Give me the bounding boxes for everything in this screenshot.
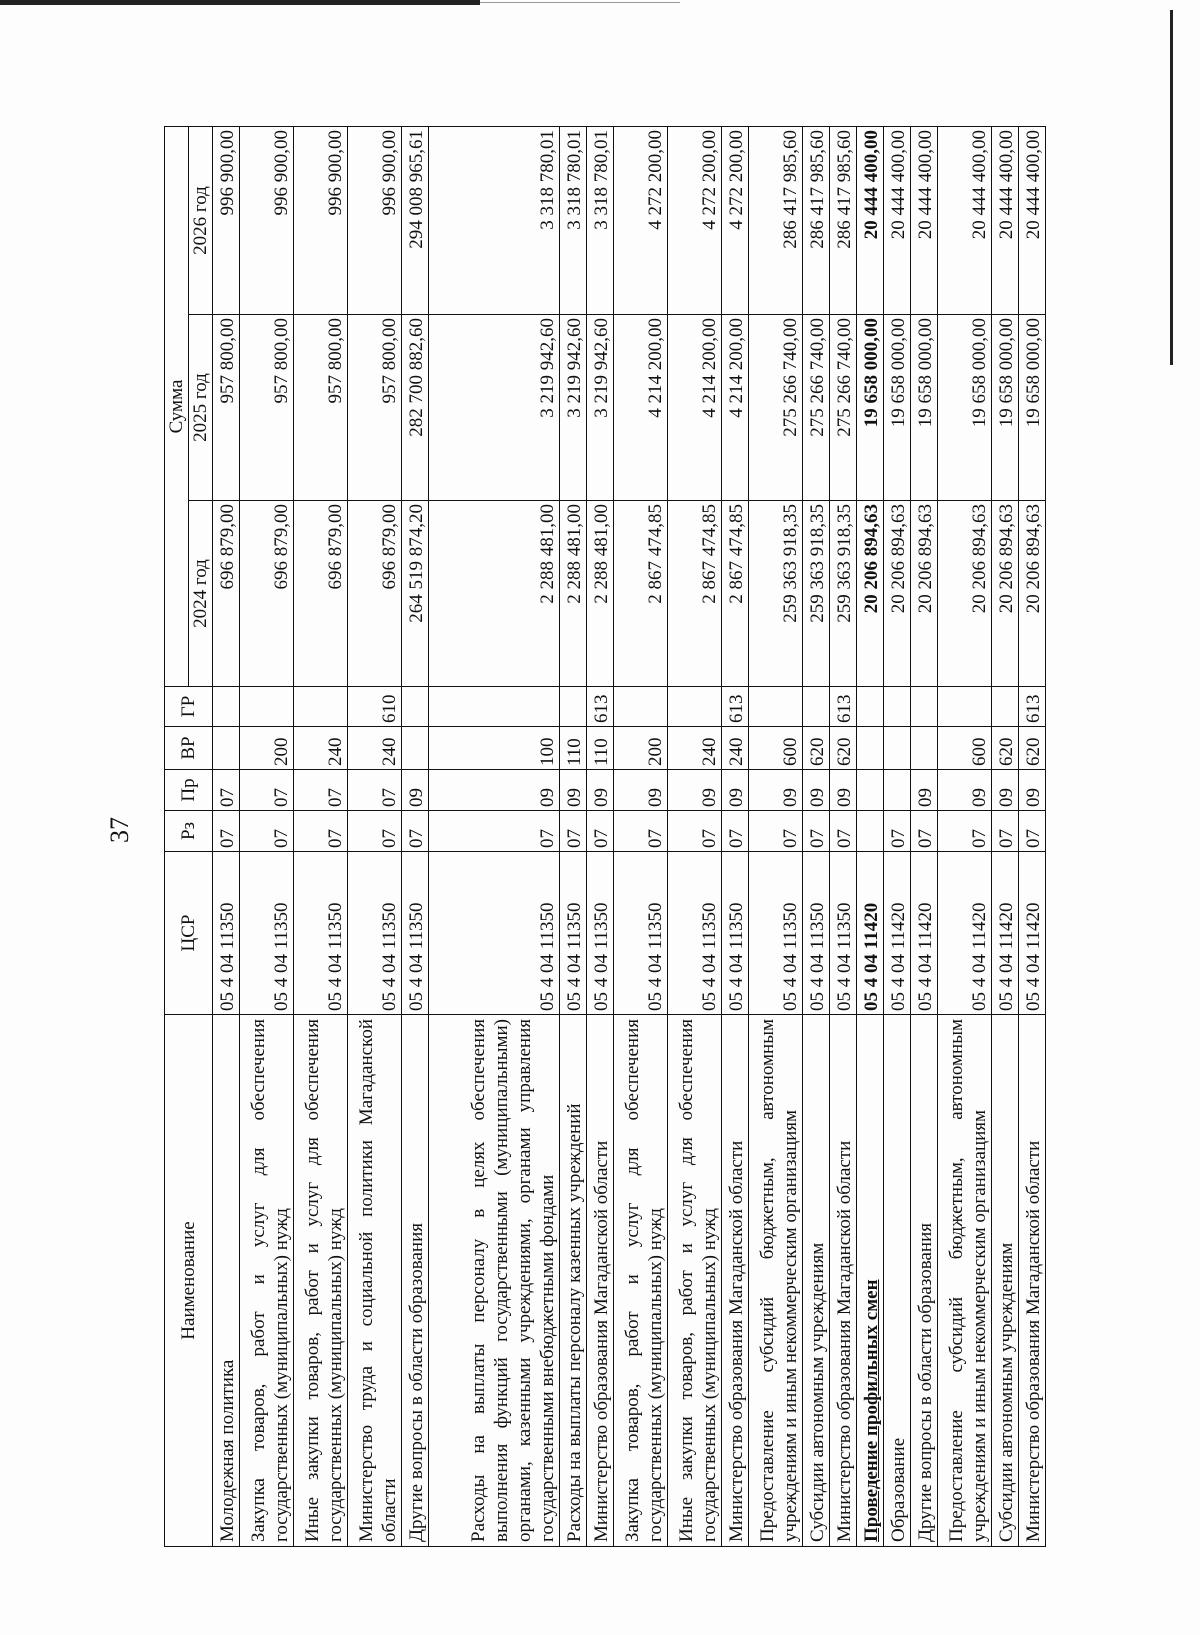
row-2026: 294 008 965,61 — [402, 127, 429, 315]
row-rz — [856, 811, 883, 852]
row-vr — [213, 727, 240, 770]
table-row — [856, 127, 883, 1547]
row-2026: 286 417 985,60 — [748, 127, 802, 315]
row-2024: 20 206 894,63 — [856, 501, 883, 687]
row-vr — [402, 727, 429, 770]
header-name: Наименование — [165, 1015, 213, 1547]
row-name: Закупка товаров, работ и услуг для обеспечения государственных (муниципальных) нужд — [613, 1015, 667, 1547]
row-name: Иные закупки товаров, работ и услуг для обеспечения государственных (муниципальных) нужд — [294, 1015, 348, 1547]
row-2024: 2 867 474,85 — [721, 501, 748, 687]
header-vr: ВР — [165, 727, 213, 770]
row-csr: 05 4 04 11350 — [429, 852, 560, 1015]
row-gr — [748, 687, 802, 727]
table-row — [240, 127, 294, 1547]
row-pr: 09 — [559, 770, 586, 811]
row-rz: 07 — [910, 811, 937, 852]
budget-table — [164, 126, 1046, 1547]
row-csr: 05 4 04 11420 — [1018, 852, 1045, 1015]
row-2026: 20 444 400,00 — [991, 127, 1018, 315]
row-2024: 696 879,00 — [348, 501, 402, 687]
row-csr: 05 4 04 11420 — [991, 852, 1018, 1015]
row-name: Образование — [883, 1015, 910, 1547]
row-2024: 20 206 894,63 — [883, 501, 910, 687]
row-pr: 07 — [348, 770, 402, 811]
row-vr: 600 — [748, 727, 802, 770]
row-csr: 05 4 04 11350 — [348, 852, 402, 1015]
table-row — [213, 127, 240, 1547]
row-name: Расходы на выплаты персоналу казенных учреждений — [559, 1015, 586, 1547]
header-gr: ГР — [165, 687, 213, 727]
row-name: Проведение профильных смен — [856, 1015, 883, 1547]
row-vr: 240 — [721, 727, 748, 770]
row-gr — [213, 687, 240, 727]
row-name: Другие вопросы в области образования — [402, 1015, 429, 1547]
row-vr: 240 — [667, 727, 721, 770]
row-2025: 4 214 200,00 — [667, 315, 721, 501]
row-vr: 100 — [429, 727, 560, 770]
table-body — [213, 127, 1046, 1547]
row-name: Субсидии автономным учреждениям — [991, 1015, 1018, 1547]
row-2024: 2 288 481,00 — [429, 501, 560, 687]
table-row — [991, 127, 1018, 1547]
row-gr: 613 — [586, 687, 613, 727]
row-pr: 09 — [802, 770, 829, 811]
row-csr: 05 4 04 11350 — [559, 852, 586, 1015]
row-name: Министерство образования Магаданской области — [721, 1015, 748, 1547]
row-csr: 05 4 04 11350 — [748, 852, 802, 1015]
row-gr — [991, 687, 1018, 727]
row-2024: 696 879,00 — [213, 501, 240, 687]
row-2026: 996 900,00 — [240, 127, 294, 315]
row-2026: 286 417 985,60 — [802, 127, 829, 315]
row-vr: 110 — [586, 727, 613, 770]
row-2026: 4 272 200,00 — [721, 127, 748, 315]
row-csr: 05 4 04 11350 — [721, 852, 748, 1015]
row-rz: 07 — [991, 811, 1018, 852]
row-2025: 957 800,00 — [240, 315, 294, 501]
row-csr: 05 4 04 11420 — [937, 852, 991, 1015]
row-pr: 09 — [937, 770, 991, 811]
table-header — [165, 127, 213, 1547]
row-vr: 620 — [1018, 727, 1045, 770]
row-name: Министерство образования Магаданской области — [586, 1015, 613, 1547]
row-pr: 07 — [294, 770, 348, 811]
table-row — [348, 127, 402, 1547]
row-vr: 110 — [559, 727, 586, 770]
row-2025: 957 800,00 — [348, 315, 402, 501]
row-gr — [667, 687, 721, 727]
row-2024: 20 206 894,63 — [991, 501, 1018, 687]
row-pr — [856, 770, 883, 811]
row-2025: 19 658 000,00 — [937, 315, 991, 501]
table-row — [586, 127, 613, 1547]
row-2026: 996 900,00 — [213, 127, 240, 315]
row-pr: 07 — [240, 770, 294, 811]
row-2025: 957 800,00 — [294, 315, 348, 501]
row-name: Министерство образования Магаданской области — [1018, 1015, 1045, 1547]
row-name: Другие вопросы в области образования — [910, 1015, 937, 1547]
header-sum: Сумма — [165, 127, 189, 687]
row-2025: 19 658 000,00 — [910, 315, 937, 501]
row-2026: 20 444 400,00 — [937, 127, 991, 315]
header-rz: Рз — [165, 811, 213, 852]
row-gr: 610 — [348, 687, 402, 727]
row-rz: 07 — [613, 811, 667, 852]
row-vr: 200 — [240, 727, 294, 770]
row-2024: 2 288 481,00 — [559, 501, 586, 687]
row-2026: 3 318 780,01 — [559, 127, 586, 315]
row-name: Министерство труда и социальной политики Магаданской области — [348, 1015, 402, 1547]
row-rz: 07 — [294, 811, 348, 852]
row-rz: 07 — [586, 811, 613, 852]
row-pr: 09 — [991, 770, 1018, 811]
row-csr: 05 4 04 11420 — [883, 852, 910, 1015]
row-rz: 07 — [559, 811, 586, 852]
row-rz: 07 — [402, 811, 429, 852]
row-gr — [856, 687, 883, 727]
row-2025: 282 700 882,60 — [402, 315, 429, 501]
row-csr: 05 4 04 11350 — [240, 852, 294, 1015]
row-gr — [559, 687, 586, 727]
row-2024: 259 363 918,35 — [748, 501, 802, 687]
row-2026: 20 444 400,00 — [910, 127, 937, 315]
row-csr: 05 4 04 11350 — [829, 852, 856, 1015]
row-pr: 07 — [213, 770, 240, 811]
row-vr: 620 — [802, 727, 829, 770]
row-vr: 620 — [991, 727, 1018, 770]
row-2026: 4 272 200,00 — [667, 127, 721, 315]
header-pr: Пр — [165, 770, 213, 811]
row-gr — [294, 687, 348, 727]
table-row — [910, 127, 937, 1547]
scan-edge-mark-thin — [480, 2, 680, 3]
row-name: Субсидии автономным учреждениям — [802, 1015, 829, 1547]
row-2025: 3 219 942,60 — [586, 315, 613, 501]
row-2026: 3 318 780,01 — [586, 127, 613, 315]
row-2026: 20 444 400,00 — [1018, 127, 1045, 315]
row-vr: 620 — [829, 727, 856, 770]
row-name: Молодежная политика — [213, 1015, 240, 1547]
row-vr: 240 — [294, 727, 348, 770]
row-rz: 07 — [721, 811, 748, 852]
row-2025: 3 219 942,60 — [429, 315, 560, 501]
table-row — [429, 127, 560, 1547]
header-csr: ЦСР — [165, 852, 213, 1015]
row-2024: 20 206 894,63 — [937, 501, 991, 687]
rotated-table-container — [164, 127, 1046, 1547]
row-rz: 07 — [240, 811, 294, 852]
row-name: Закупка товаров, работ и услуг для обеспечения государственных (муниципальных) нужд — [240, 1015, 294, 1547]
row-csr: 05 4 04 11350 — [667, 852, 721, 1015]
row-vr: 600 — [937, 727, 991, 770]
row-pr: 09 — [402, 770, 429, 811]
row-name: Предоставление субсидий бюджетным, автономным учреждениям и иным некоммерческим организациям — [937, 1015, 991, 1547]
row-vr — [910, 727, 937, 770]
row-rz: 07 — [883, 811, 910, 852]
table-row — [748, 127, 802, 1547]
row-vr — [856, 727, 883, 770]
row-2025: 275 266 740,00 — [829, 315, 856, 501]
row-gr: 613 — [1018, 687, 1045, 727]
row-2026: 286 417 985,60 — [829, 127, 856, 315]
row-rz: 07 — [1018, 811, 1045, 852]
row-csr: 05 4 04 11350 — [802, 852, 829, 1015]
row-2024: 20 206 894,63 — [1018, 501, 1045, 687]
table-row — [667, 127, 721, 1547]
table-row — [613, 127, 667, 1547]
row-gr — [402, 687, 429, 727]
row-pr: 09 — [667, 770, 721, 811]
header-2025: 2025 год — [189, 315, 213, 501]
row-2024: 20 206 894,63 — [910, 501, 937, 687]
scan-edge-mark-right — [1170, 10, 1173, 365]
row-gr — [910, 687, 937, 727]
header-2026: 2026 год — [189, 127, 213, 315]
row-pr: 09 — [613, 770, 667, 811]
row-name: Предоставление субсидий бюджетным, автономным учреждениям и иным некоммерческим организациям — [748, 1015, 802, 1547]
row-2024: 2 867 474,85 — [613, 501, 667, 687]
row-2025: 4 214 200,00 — [613, 315, 667, 501]
row-2026: 20 444 400,00 — [883, 127, 910, 315]
row-csr: 05 4 04 11350 — [586, 852, 613, 1015]
table-row — [802, 127, 829, 1547]
scan-edge-mark — [0, 0, 480, 5]
table-row — [829, 127, 856, 1547]
row-gr: 613 — [721, 687, 748, 727]
row-2026: 3 318 780,01 — [429, 127, 560, 315]
row-2025: 19 658 000,00 — [883, 315, 910, 501]
row-gr — [883, 687, 910, 727]
row-rz: 07 — [748, 811, 802, 852]
row-csr: 05 4 04 11350 — [402, 852, 429, 1015]
table-row — [1018, 127, 1045, 1547]
row-2026: 996 900,00 — [294, 127, 348, 315]
row-2026: 996 900,00 — [348, 127, 402, 315]
row-pr — [883, 770, 910, 811]
row-rz: 07 — [429, 811, 560, 852]
row-2026: 20 444 400,00 — [856, 127, 883, 315]
row-2025: 275 266 740,00 — [802, 315, 829, 501]
row-gr — [802, 687, 829, 727]
row-rz: 07 — [802, 811, 829, 852]
table-row — [883, 127, 910, 1547]
row-name: Расходы на выплаты персоналу в целях обеспечения выполнения функций государственными (муниципальными) органами, казенными учреждениями, органами управления государственными внебюджетными фондами — [429, 1015, 560, 1547]
row-csr: 05 4 04 11350 — [213, 852, 240, 1015]
row-csr: 05 4 04 11420 — [910, 852, 937, 1015]
row-vr: 200 — [613, 727, 667, 770]
page-number: 37 — [105, 817, 134, 843]
row-2026: 4 272 200,00 — [613, 127, 667, 315]
row-2024: 264 519 874,20 — [402, 501, 429, 687]
row-2025: 19 658 000,00 — [991, 315, 1018, 501]
row-pr: 09 — [586, 770, 613, 811]
row-gr — [613, 687, 667, 727]
row-vr: 240 — [348, 727, 402, 770]
row-pr: 09 — [1018, 770, 1045, 811]
row-2024: 696 879,00 — [240, 501, 294, 687]
row-2025: 957 800,00 — [213, 315, 240, 501]
row-pr: 09 — [429, 770, 560, 811]
row-gr: 613 — [829, 687, 856, 727]
row-2024: 259 363 918,35 — [802, 501, 829, 687]
row-pr: 09 — [748, 770, 802, 811]
row-pr: 09 — [721, 770, 748, 811]
row-rz: 07 — [937, 811, 991, 852]
row-2025: 4 214 200,00 — [721, 315, 748, 501]
row-2025: 19 658 000,00 — [856, 315, 883, 501]
row-pr: 09 — [910, 770, 937, 811]
row-2024: 259 363 918,35 — [829, 501, 856, 687]
row-gr — [937, 687, 991, 727]
row-rz: 07 — [348, 811, 402, 852]
row-pr: 09 — [829, 770, 856, 811]
row-rz: 07 — [213, 811, 240, 852]
row-2024: 696 879,00 — [294, 501, 348, 687]
header-2024: 2024 год — [189, 501, 213, 687]
row-csr: 05 4 04 11350 — [294, 852, 348, 1015]
row-csr: 05 4 04 11420 — [856, 852, 883, 1015]
table-row — [721, 127, 748, 1547]
row-2024: 2 288 481,00 — [586, 501, 613, 687]
table-row — [402, 127, 429, 1547]
row-2025: 19 658 000,00 — [1018, 315, 1045, 501]
row-rz: 07 — [667, 811, 721, 852]
row-gr — [429, 687, 560, 727]
row-rz: 07 — [829, 811, 856, 852]
row-2024: 2 867 474,85 — [667, 501, 721, 687]
table-row — [937, 127, 991, 1547]
row-name: Иные закупки товаров, работ и услуг для обеспечения государственных (муниципальных) нужд — [667, 1015, 721, 1547]
table-row — [559, 127, 586, 1547]
row-csr: 05 4 04 11350 — [613, 852, 667, 1015]
row-2025: 275 266 740,00 — [748, 315, 802, 501]
table-row — [294, 127, 348, 1547]
row-vr — [883, 727, 910, 770]
row-2025: 3 219 942,60 — [559, 315, 586, 501]
row-name: Министерство образования Магаданской области — [829, 1015, 856, 1547]
row-gr — [240, 687, 294, 727]
